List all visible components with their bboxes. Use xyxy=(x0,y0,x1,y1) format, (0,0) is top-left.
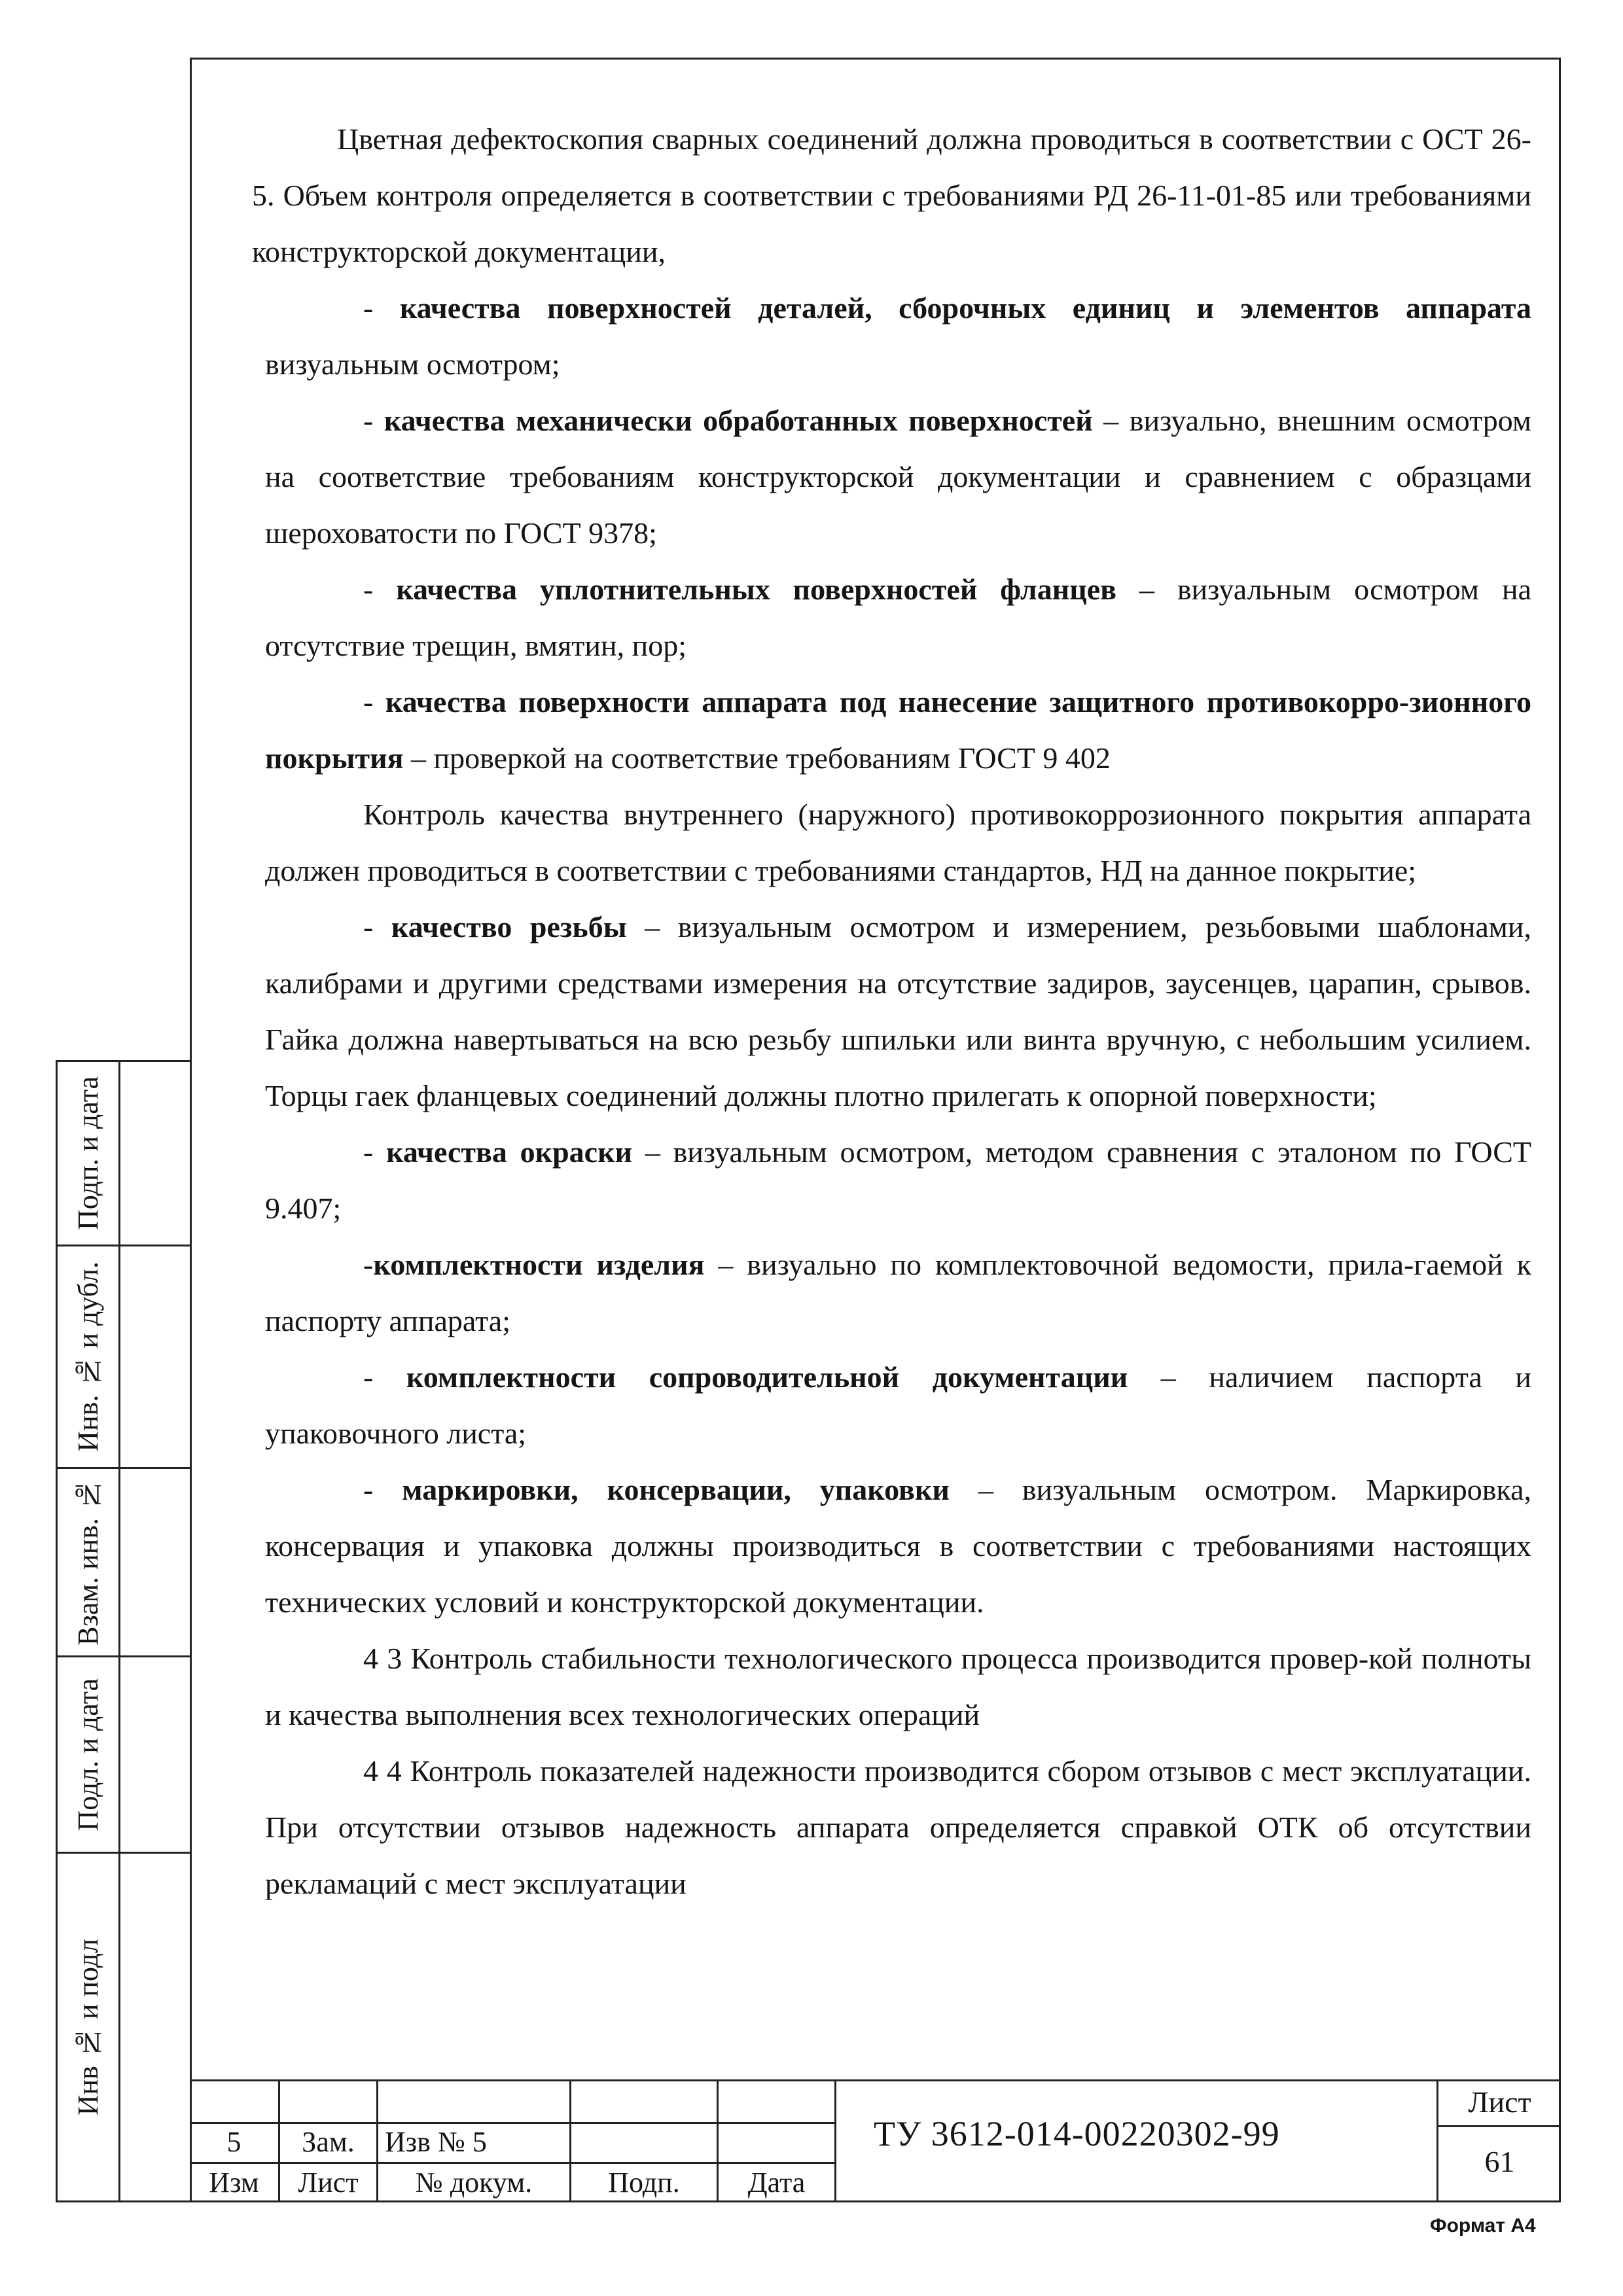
stamp-cell-orig-sign-date xyxy=(58,1657,192,1854)
stamp-label-dup-inv: Инв. № и дубл. xyxy=(72,1262,104,1452)
stamp-cell-dup-inv xyxy=(58,1246,192,1469)
document-code: ТУ 3612-014-00220302-99 xyxy=(874,2114,1280,2153)
stamp-cell-repl-inv xyxy=(58,1469,192,1657)
header-list: Лист xyxy=(298,2166,359,2199)
stamp-cell-orig-inv xyxy=(58,1854,192,2200)
rev-change: Зам. xyxy=(302,2126,355,2158)
paragraph-marking-packaging: - маркировки, консервации, упаковки – визуальным осмотром. Маркировка, консервация и упаковка должны производиться в соответствии с требованиями настоящих технических условий и конструкторской документации. xyxy=(265,1473,1531,1619)
paragraph-coating-surface: - качества поверхности аппарата под нанесение защитного противокорро-зионного покрытия – проверкой на соответствие требованиям ГОСТ 9 402 xyxy=(265,685,1531,775)
sheet-label: Лист xyxy=(1468,2085,1531,2119)
paragraph-4-4: 4 4 Контроль показателей надежности производится сбором отзывов с мест эксплуатации. При отсутствии отзывов надежность аппарата определяется справкой ОТК об отсутствии рекламаций с мест эксплуатации xyxy=(265,1754,1531,1900)
header-doc: № докум. xyxy=(415,2166,533,2199)
stamp-label-orig-sign-date: Подл. и дата xyxy=(72,1678,104,1831)
stamp-label-repl-inv: Взам. инв. № xyxy=(72,1479,104,1646)
header-izm: Изм xyxy=(209,2166,259,2199)
paragraph-documentation-completeness: - комплектности сопроводительной документации – наличием паспорта и упаковочного листа; xyxy=(265,1360,1531,1450)
paragraph-coating-control: Контроль качества внутреннего (наружного) противокоррозионного покрытия аппарата должен проводиться в соответствии с требованиями стандартов, НД на данное покрытие; xyxy=(265,798,1531,887)
paper-format: Формат А4 xyxy=(1430,2215,1536,2236)
title-block xyxy=(190,2079,1561,2202)
stamp-cell-sign-date xyxy=(58,1062,192,1246)
rev-doc: Изв № 5 xyxy=(385,2126,487,2158)
stamp-label-sign-date: Подп. и дата xyxy=(72,1076,104,1231)
header-date: Дата xyxy=(747,2166,806,2199)
header-sign: Подп. xyxy=(608,2166,680,2199)
paragraph-flange-surfaces: - качества уплотнительных поверхностей фланцев – визуальным осмотром на отсутствие трещин, вмятин, пор; xyxy=(265,573,1531,662)
paragraph-product-completeness: -комплектности изделия – визуально по комплектовочной ведомости, прила-гаемой к паспорту аппарата; xyxy=(265,1248,1531,1337)
paragraph-surface-quality: - качества поверхностей деталей, сборочных единиц и элементов аппарата визуальным осмотром; xyxy=(265,291,1531,381)
stamp-label-orig-inv: Инв № и подл xyxy=(72,1938,104,2116)
document-body xyxy=(252,111,1531,1912)
margin-stamp xyxy=(56,1060,190,2202)
paragraph-4-3: 4 3 Контроль стабильности технологического процесса производится провер-кой полноты и качества выполнения всех технологических операций xyxy=(265,1642,1531,1731)
paragraph-machined-surfaces: - качества механически обработанных поверхностей – визуально, внешним осмотром на соответствие требованиям конструкторской документации и сравнением с образцами шероховатости по ГОСТ 9378; xyxy=(265,404,1532,550)
paragraph-paint-quality: - качества окраски – визуальным осмотром, методом сравнения с эталоном по ГОСТ 9.407; xyxy=(265,1135,1531,1225)
sheet-number: 61 xyxy=(1484,2145,1515,2178)
paragraph-dye-testing: Цветная дефектоскопия сварных соединений должна проводиться в соответствии с ОСТ 26-5. Объем контроля определяется в соответствии с требованиями РД 26-11-01-85 или требованиями конструкторской документации, xyxy=(252,122,1531,268)
paragraph-thread-quality: - качество резьбы – визуальным осмотром и измерением, резьбовыми шаблонами, калибрами и другими средствами измерения на отсутствие задиров, заусенцев, царапин, срывов. Гайка должна навертываться на всю резьбу шпильки или винта вручную, с небольшим усилием. Торцы гаек фланцевых соединений должны плотно прилегать к опорной поверхности; xyxy=(265,910,1531,1112)
rev-number: 5 xyxy=(226,2126,241,2158)
